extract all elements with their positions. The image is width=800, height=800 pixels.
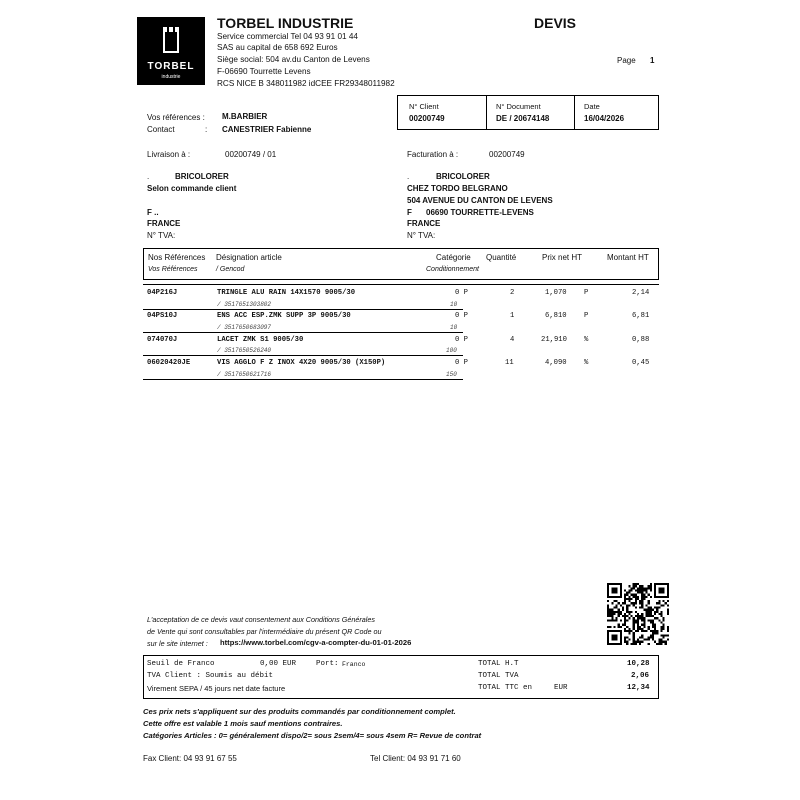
row-gencod: / 3517651303802 <box>217 301 272 308</box>
logo-subtitle: industrie <box>161 74 181 80</box>
total-ttc: 12,34 <box>627 684 650 692</box>
date-label: Date <box>584 102 600 111</box>
row-price: 4,090 <box>545 359 567 367</box>
facturation-tva: N° TVA: <box>407 231 436 240</box>
row-price: 21,910 <box>541 336 567 344</box>
fax-client: Fax Client: 04 93 91 67 55 <box>143 754 237 763</box>
company-name: TORBEL INDUSTRIE <box>217 15 354 31</box>
facturation-country: FRANCE <box>407 219 441 228</box>
col-montant: Montant HT <box>607 253 649 262</box>
row-unit: P <box>584 289 589 297</box>
col-prix: Prix net HT <box>542 253 583 262</box>
row-amount: 0,88 <box>632 336 650 344</box>
row-cat: 0 P <box>455 359 468 367</box>
virement: Virement SEPA / 45 jours net date facture <box>147 684 286 693</box>
client-number: 00200749 <box>409 114 445 123</box>
cgv-line: L'acceptation de ce devis vaut consentement aux Conditions Générales <box>147 615 375 624</box>
row-price: 6,810 <box>545 312 567 320</box>
livraison-label: Livraison à : <box>147 150 191 159</box>
facturation-country-code: F <box>407 208 412 217</box>
col-categorie: Catégorie <box>436 253 471 262</box>
cgv-line: de Vente qui sont consultables par l'intermédiaire du présent QR Code ou <box>147 627 382 636</box>
seuil-value: 0,00 EUR <box>260 660 297 668</box>
livraison-country-code: F .. <box>147 208 159 217</box>
totals-box <box>143 655 659 699</box>
contact-value: CANESTRIER Fabienne <box>222 125 312 134</box>
seuil-label: Seuil de Franco <box>147 660 215 668</box>
row-designation: LACET ZMK S1 9005/30 <box>217 336 304 344</box>
row-gencod: / 3517650526240 <box>217 347 272 354</box>
port-label: Port: <box>316 660 339 668</box>
page-label: Page <box>617 56 636 65</box>
row-designation: ENS ACC ESP.ZMK SUPP 3P 9005/30 <box>217 312 351 320</box>
col-categorie2: Conditionnement <box>426 266 479 273</box>
company-line: SAS au capital de 658 692 Euros <box>217 43 338 52</box>
row-cond: 150 <box>446 371 457 378</box>
row-amount: 0,45 <box>632 359 650 367</box>
row-designation: VIS AGGLO F Z INOX 4X20 9005/30 (X150P) <box>217 359 386 367</box>
row-cond: 10 <box>450 324 458 331</box>
row-qty: 4 <box>510 336 515 344</box>
row-cat: 0 P <box>455 289 468 297</box>
company-line: F-06690 Tourrette Levens <box>217 67 311 76</box>
row-gencod: / 3517650621716 <box>217 371 272 378</box>
note-line: Catégories Articles : 0= généralement dispo/2= sous 2sem/4= sous 4sem R= Revue de contrat <box>143 731 482 740</box>
company-line: Service commercial Tel 04 93 91 01 44 <box>217 32 358 41</box>
cgv-link[interactable]: https://www.torbel.com/cgv-a-compter-du-01-01-2026 <box>220 638 412 647</box>
facturation-name: BRICOLORER <box>436 172 490 181</box>
tel-client: Tel Client: 04 93 91 71 60 <box>370 754 461 763</box>
document-date: 16/04/2026 <box>584 114 625 123</box>
col-designation: Désignation article <box>216 253 282 262</box>
total-tva: 2,06 <box>631 672 650 680</box>
row-qty: 11 <box>505 359 514 367</box>
document-type: DEVIS <box>534 15 577 31</box>
company-line: RCS NICE B 348011982 idCEE FR29348011982 <box>217 79 395 88</box>
total-ttc-label: TOTAL TTC en <box>478 684 533 692</box>
cgv-prefix: sur le site internet : <box>147 639 208 648</box>
document-number: DE / 20674148 <box>496 114 550 123</box>
total-ht-label: TOTAL H.T <box>478 660 519 668</box>
col-ref2: Vos Références <box>148 266 198 273</box>
livraison-dot: . <box>147 172 150 181</box>
row-unit: % <box>584 336 589 344</box>
row-amount: 2,14 <box>632 289 650 297</box>
livraison-name: BRICOLORER <box>175 172 229 181</box>
livraison-country: FRANCE <box>147 219 181 228</box>
row-unit: P <box>584 312 589 320</box>
row-designation: TRINGLE ALU RAIN 14X1570 9005/30 <box>217 289 356 297</box>
document-info-box <box>397 95 659 130</box>
row-gencod: / 3517650683097 <box>217 324 272 331</box>
facturation-dot: . <box>407 172 410 181</box>
livraison-line2: Selon commande client <box>147 184 237 193</box>
logo-wordmark: TORBEL <box>147 61 195 72</box>
tva-client: TVA Client : Soumis au débit <box>147 672 274 680</box>
note-line: Ces prix nets s'appliquent sur des produits commandés par conditionnement complet. <box>143 707 456 716</box>
row-cond: 10 <box>450 301 458 308</box>
row-unit: % <box>584 359 589 367</box>
col-ref: Nos Références <box>148 253 206 262</box>
row-ref: 06020420JE <box>147 359 191 367</box>
page-number: 1 <box>650 56 655 65</box>
contact-label: Contact <box>147 125 175 134</box>
company-logo <box>137 17 205 85</box>
vos-references-value: M.BARBIER <box>222 112 268 121</box>
table-header <box>143 248 659 280</box>
contact-separator: : <box>205 125 208 134</box>
qr-code[interactable] <box>607 583 669 645</box>
total-tva-label: TOTAL TVA <box>478 672 519 680</box>
row-cat: 0 P <box>455 336 468 344</box>
total-ht: 10,28 <box>627 660 650 668</box>
facturation-postal: 06690 TOURRETTE-LEVENS <box>426 208 534 217</box>
row-cat: 0 P <box>455 312 468 320</box>
client-number-label: N° Client <box>409 102 439 111</box>
col-designation2: / Gencod <box>216 266 245 273</box>
facturation-label: Facturation à : <box>407 150 459 159</box>
row-amount: 6,81 <box>632 312 650 320</box>
row-ref: 04PS10J <box>147 312 178 320</box>
col-quantite: Quantité <box>486 253 517 262</box>
document-number-label: N° Document <box>496 102 541 111</box>
row-qty: 1 <box>510 312 515 320</box>
facturation-line2: CHEZ TORDO BELGRANO <box>407 184 508 193</box>
facturation-value: 00200749 <box>489 150 525 159</box>
note-line: Cette offre est valable 1 mois sauf mentions contraires. <box>143 719 343 728</box>
row-qty: 2 <box>510 289 515 297</box>
vos-references-label: Vos références : <box>147 113 205 122</box>
row-ref: 04P216J <box>147 289 178 297</box>
facturation-line3: 504 AVENUE DU CANTON DE LEVENS <box>407 196 553 205</box>
row-ref: 074070J <box>147 336 178 344</box>
company-line: Siège social: 504 av.du Canton de Levens <box>217 55 370 64</box>
livraison-tva: N° TVA: <box>147 231 176 240</box>
port-value: Franco <box>342 661 366 668</box>
row-cond: 100 <box>446 347 457 354</box>
livraison-value: 00200749 / 01 <box>225 150 277 159</box>
total-ttc-currency: EUR <box>554 684 568 692</box>
row-price: 1,070 <box>545 289 567 297</box>
